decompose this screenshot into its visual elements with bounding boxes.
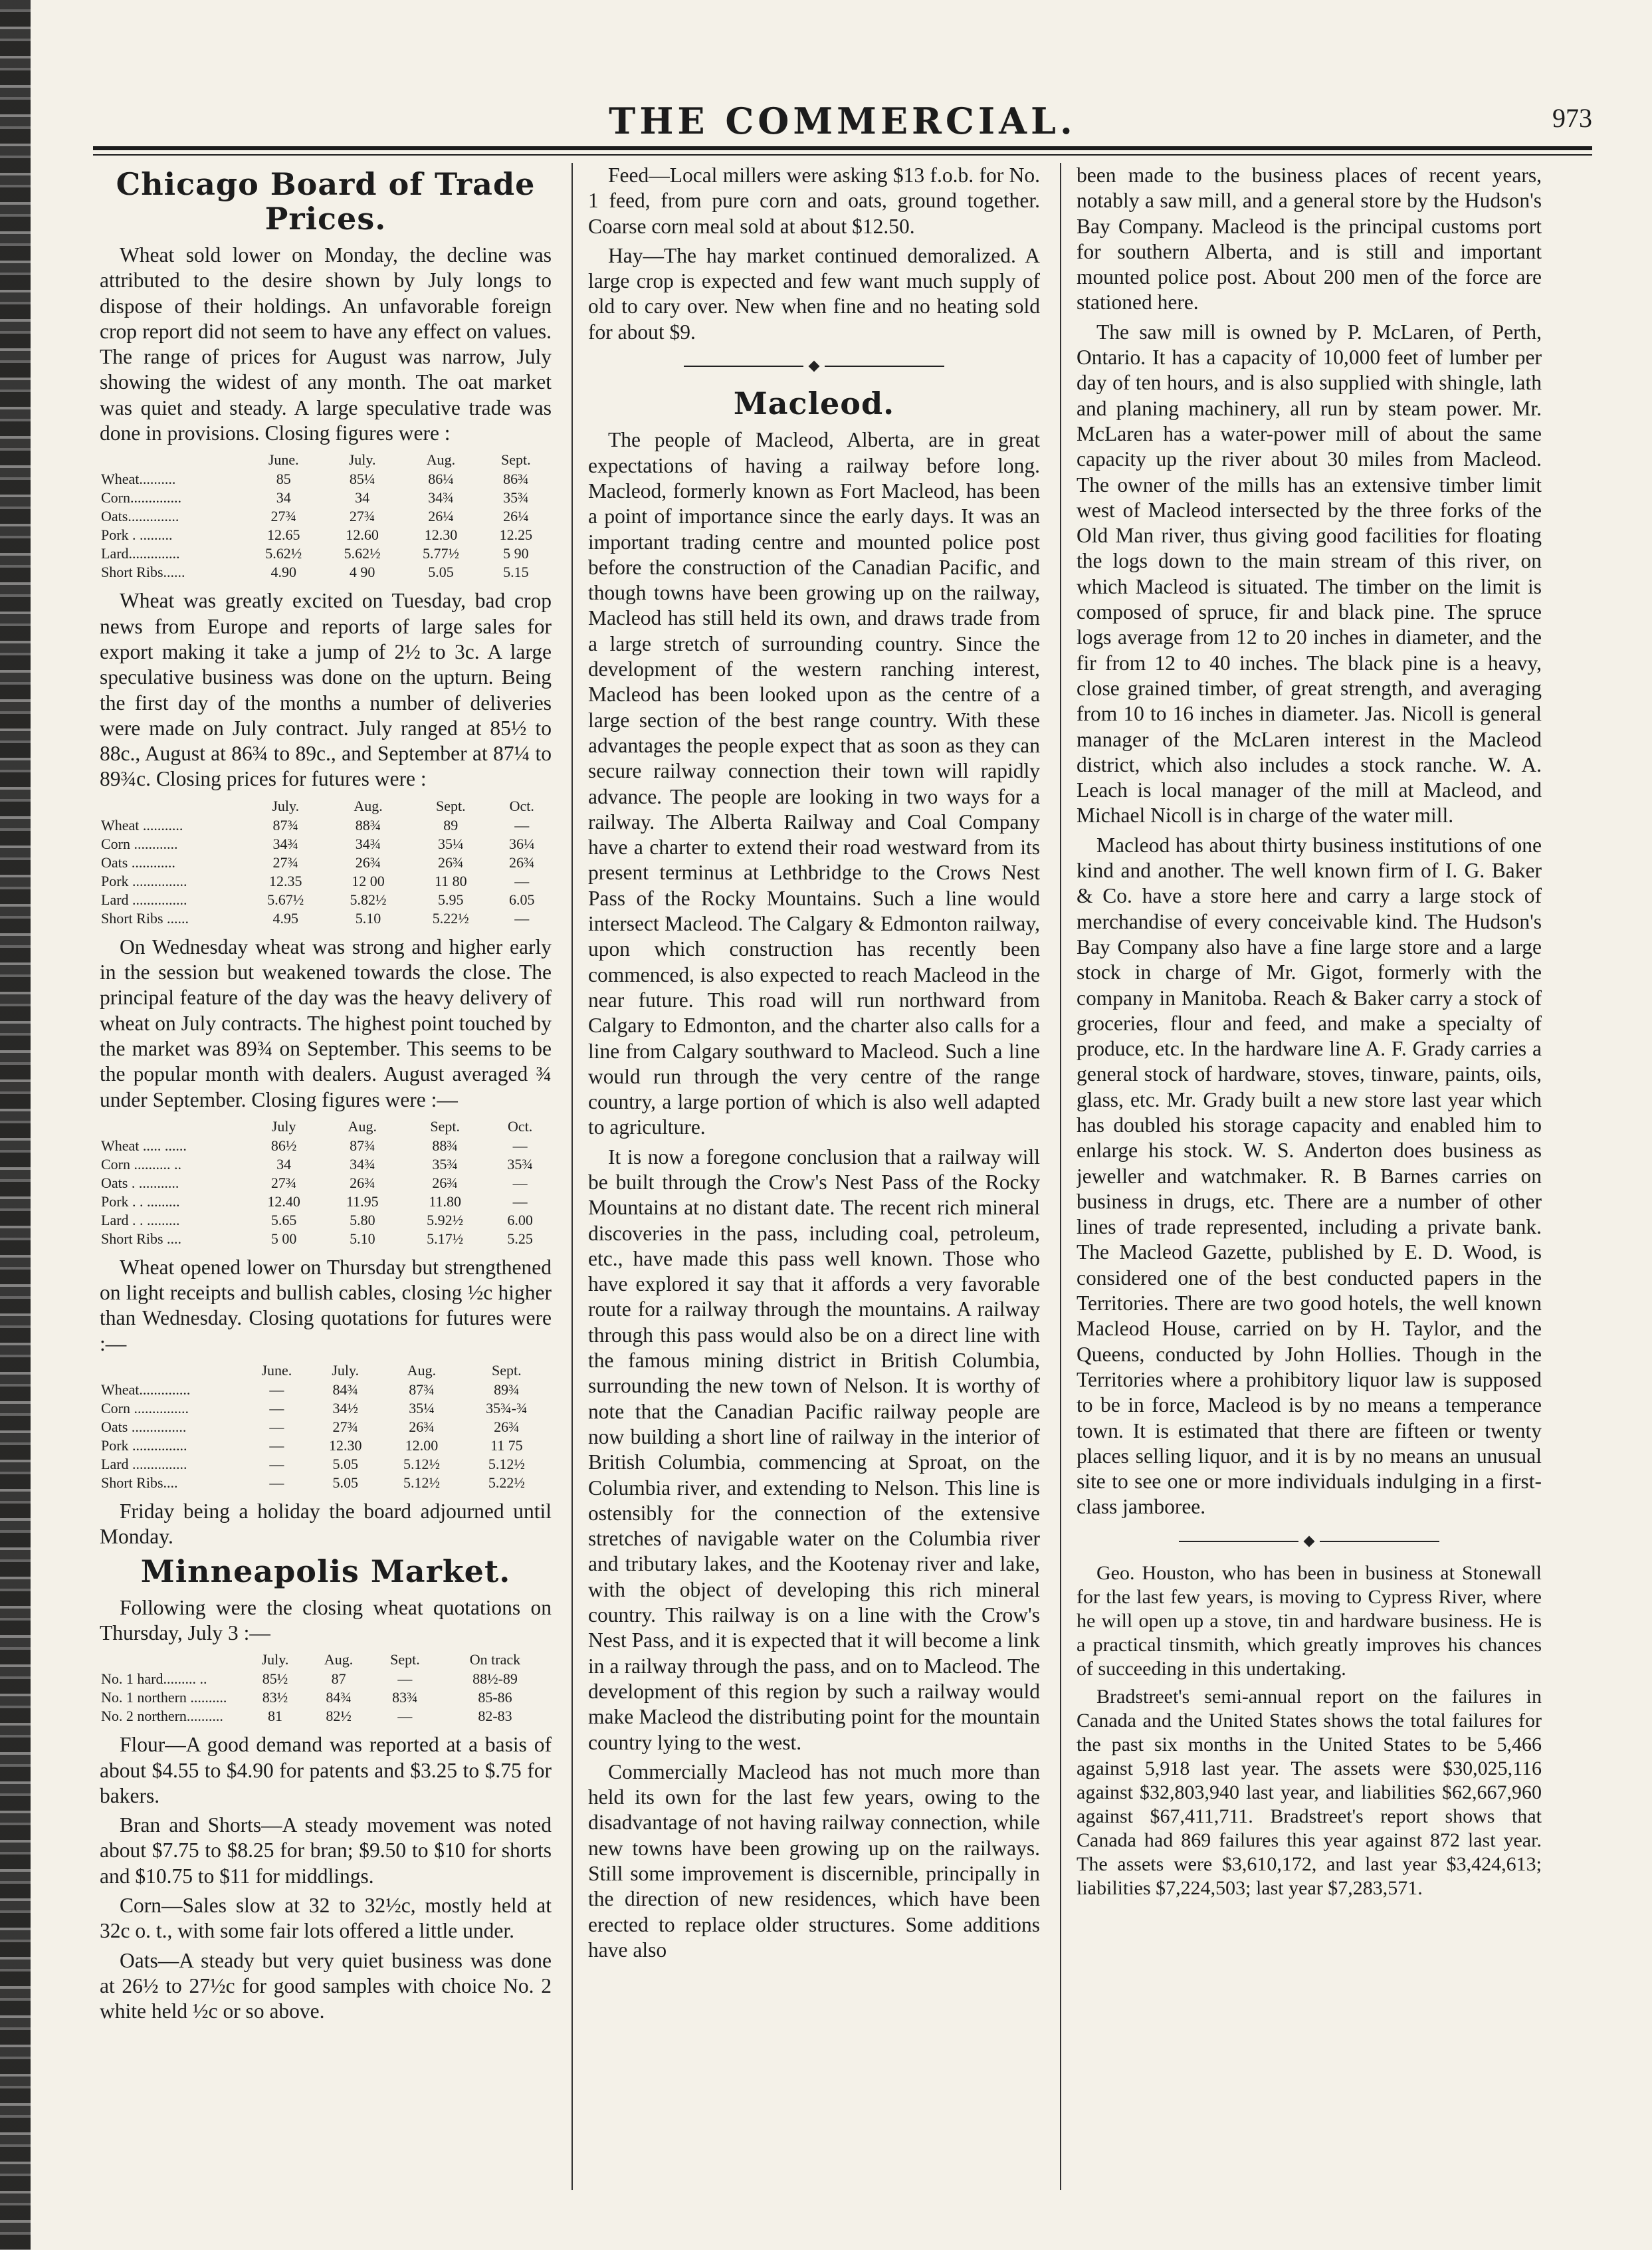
price-cell: 5.12½ — [403, 1456, 440, 1473]
table-header-row — [100, 1117, 552, 1137]
price-cell: 5.25 — [507, 1230, 533, 1247]
table-row — [100, 544, 552, 563]
price-cell: 11.95 — [346, 1192, 379, 1210]
price-cell: — — [269, 1437, 284, 1454]
table-header-cell: Aug. — [348, 1117, 377, 1135]
price-cell: 27¾ — [272, 853, 298, 871]
table-header-cell: Sept. — [501, 451, 531, 469]
article-paragraph: Macleod has about thirty business institutions of one kind and another. The well known firm of I. G. Baker & Co. have a store here and carry a large stock of merchandise of every conceivable kind. The Hudson's Bay Company also have a fine large store and a large stock in charge of Mr. Gigot, formerly with the company in Manitoba. Reach & Baker carry a stock of groceries, flour and feed, and make a specialty of produce, etc. In the hardware line A. F. Grady carries a general stock of hardware, stoves, tinware, paints, oils, glass, etc. Mr. Grady built a new store last year which has doubled his storage capacity and enabled him to enlarge his stock. W. S. Anderton does business as jeweller and watchmaker. R. B Barnes carries on business in drugs, etc. There are a number of other lines of trade represented, including a private bank. The Macleod Gazette, published by E. D. Wood, is considered one of the best conducted papers in the Territories. There are two good hotels, the well known Macleod House, carried on by H. Taylor, and the Queens, conducted by John Hollies. Though in the Territories where a prohibitory liquor law is supposed to be in force, Macleod is by no means a temperance town. It is estimated that there are fifteen or twenty places selling liquor, and it is by no means an unusual site to see one or more individuals indulging in a first-class jamboree. — [1077, 833, 1542, 1519]
commodity-label: Lard ............... — [101, 1456, 187, 1473]
price-cell: 87 — [331, 1670, 346, 1688]
article-heading-chicago: Chicago Board of Trade Prices. — [116, 166, 536, 237]
article-paragraph: It is now a foregone conclusion that a railway will be built through the Crow's Nest Pass of the Rocky Mountains at no distant date. The recent rich mineral discoveries in the pass, including coal, petroleum, etc., have made this pass well known. Those who have explored it say that it affords a very favorable route for a railway through the mountains. A railway through this pass would also be on a direct line with the famous mining district in British Columbia, surrounding the new town of Nelson. It is worthy of note that the Canadian Pacific railway people are now building a short line of railway in the interior of British Columbia, commencing at Sproat, on the Columbia river, and extending to Nelson. This line is ostensibly for the connection of the extensive stretches of navigable water on the Columbia river and tributary lakes, and the Kootenay river and lake, with the object of developing this rich mineral country. This railway is on a line with the Crow's Nest Pass, and it is expected that it will become a link in a railway through the pass, and on to Macleod. The development of this region by such a railway would make Macleod the distributing point for the mountain country lying to the west. — [588, 1145, 1040, 1754]
price-cell: — — [512, 1137, 528, 1154]
table-row — [100, 835, 552, 853]
price-cell: 11 80 — [434, 872, 467, 889]
price-cell: 87¾ — [272, 816, 298, 834]
table-header-row — [100, 1361, 552, 1381]
commodity-label: Oats ............... — [101, 1418, 187, 1436]
price-cell: 87¾ — [409, 1381, 435, 1399]
table-header-cell — [100, 1361, 245, 1381]
price-cell: 12.30 — [328, 1437, 362, 1454]
price-cell: 4 90 — [349, 564, 375, 581]
price-cell: 5.82½ — [350, 891, 387, 908]
price-cell: 12.00 — [405, 1437, 439, 1454]
price-cell: 4.95 — [272, 909, 298, 927]
commodity-label: Short Ribs.... — [101, 1474, 178, 1492]
article-heading-macleod: Macleod. — [733, 386, 895, 422]
commodity-label: No. 1 hard......... .. — [101, 1670, 207, 1688]
table-row — [100, 563, 552, 582]
table-row — [100, 1211, 552, 1230]
price-cell: 26¾ — [438, 853, 464, 871]
binding-edge — [0, 0, 31, 2250]
price-cell: 5.22½ — [432, 909, 469, 927]
table-header-cell: July. — [348, 451, 376, 469]
price-cell: 34¾ — [428, 489, 454, 506]
commodity-label: Corn ............ — [101, 835, 178, 852]
table-header-cell: July — [271, 1117, 296, 1135]
news-note-houston: Geo. Houston, who has been in business at Stonewall for the last few years, is moving to Cypress River, where he will open up a stove, tin and hardware business. He is a practical tinsmith, which greatly improves his chances of succeeding in this undertaking. — [1077, 1562, 1542, 1680]
table-header-cell: Aug. — [324, 1651, 354, 1668]
price-cell: 5 00 — [270, 1230, 297, 1247]
price-cell: 5.62½ — [344, 545, 381, 562]
price-cell: 82½ — [326, 1708, 352, 1725]
price-cell: 89¾ — [494, 1381, 520, 1399]
price-cell: 84¾ — [326, 1689, 352, 1706]
price-cell: 88¾ — [432, 1137, 458, 1154]
price-cell: 26¾ — [432, 1174, 458, 1191]
table-header-cell — [100, 450, 245, 470]
table-row — [100, 1174, 552, 1192]
price-cell: 12.25 — [499, 526, 533, 544]
table-header-cell: On track — [469, 1651, 521, 1668]
table-header-cell — [100, 796, 245, 816]
commodity-label: Corn ............... — [101, 1400, 189, 1417]
price-cell: 26¼ — [503, 508, 529, 525]
commodity-label: Oats . ........... — [101, 1174, 179, 1191]
table-row — [100, 526, 552, 544]
price-cell: 5.67½ — [267, 891, 304, 908]
price-cell: — — [397, 1708, 413, 1725]
table-header-row — [100, 450, 552, 470]
price-cell: 5.65 — [270, 1211, 297, 1228]
price-cell: 12.30 — [424, 526, 458, 544]
commodity-label: Short Ribs .... — [101, 1230, 182, 1247]
commodity-label: No. 1 northern .......... — [101, 1689, 227, 1706]
table-row — [100, 1670, 552, 1688]
price-cell: 34¾ — [272, 835, 298, 852]
price-cell: — — [269, 1456, 284, 1473]
price-cell: 6.05 — [508, 891, 535, 908]
price-cell: — — [514, 816, 530, 834]
price-cell: 4.90 — [270, 564, 297, 581]
price-cell: — — [512, 1174, 528, 1191]
table-row — [100, 1418, 552, 1436]
price-cell: 85 — [276, 471, 291, 488]
price-cell: 27¾ — [332, 1418, 358, 1436]
price-cell: 11.80 — [429, 1192, 462, 1210]
commodity-label: Oats.............. — [101, 508, 179, 525]
table-header-cell: July. — [272, 797, 300, 814]
table-row — [100, 507, 552, 526]
price-cell: 35¾-¾ — [486, 1400, 528, 1417]
article-paragraph: Oats—A steady but very quiet business was done at 26½ to 27½c for good samples with choice No. 2 white held ½c or so above. — [100, 1948, 552, 2023]
commodity-label: Short Ribs ...... — [101, 909, 189, 927]
table-header-cell — [100, 1117, 245, 1137]
price-cell: 5 90 — [503, 545, 529, 562]
price-cell: 5.05 — [428, 564, 454, 581]
price-cell: 85-86 — [478, 1689, 512, 1706]
article-paragraph: Bran and Shorts—A steady movement was noted about $7.75 to $8.25 for bran; $9.50 to $10 for shorts and $10.75 to $11 for middlings. — [100, 1813, 552, 1888]
article-paragraph: The saw mill is owned by P. McLaren, of Perth, Ontario. It has a capacity of 10,000 feet of lumber per day of ten hours, and is also supplied with shingle, lath and planing machinery, all run by steam power. Mr. McLaren has a water-power mill of about the same capacity up the river about 30 miles from Macleod. The owner of the mills has an extensive timber limit west of Macleod intersected by the three forks of the Old Man river, thus giving good facilities for floating the logs down to the main stream of this river, on which Macleod is situated. The timber on the limit is composed of spruce, fir and black pine. The spruce logs average from 12 to 20 inches in diameter, and the fir from 12 to 40 inches. The black pine is a heavy, close grained timber, of great strength, and averaging from 10 to 16 inches in diameter. Jas. Nicoll is general manager of the McLaren interest in the Macleod district, which also includes a stock ranche. W. A. Leach is local manager of the mill at Macleod, and Michael Nicoll is in charge of the water mill. — [1077, 320, 1542, 828]
table-header-cell: Aug. — [354, 797, 383, 814]
table-header-cell: July. — [261, 1651, 289, 1668]
article-heading-minneapolis: Minneapolis Market. — [140, 1553, 511, 1589]
price-cell: 35¾ — [503, 489, 529, 506]
price-cell: 35¾ — [432, 1155, 458, 1173]
table-header-cell: July. — [332, 1362, 360, 1379]
price-cell: 26¾ — [355, 853, 381, 871]
price-cell: 34¾ — [355, 835, 381, 852]
price-cell: 82-83 — [478, 1708, 512, 1725]
article-paragraph: Following were the closing wheat quotations on Thursday, July 3 :— — [100, 1595, 552, 1644]
price-cell: 26¾ — [494, 1418, 520, 1436]
table-row — [100, 1474, 552, 1492]
price-cell: — — [397, 1670, 413, 1688]
price-cell: 5.15 — [503, 564, 529, 581]
news-note-bradstreet: Bradstreet's semi-annual report on the failures in Canada and the United States shows the total failures for the past six months in the United States to be 5,466 against 5,918 last year. The assets were $30,025,116 against $32,803,940 last year, and liabilities $62,667,960 against $67,411,711. Bradstreet's report shows that Canada had 869 failures this year against 872 last year. The assets were $3,610,172, and last year $3,424,613; liabilities $7,224,503; last year $7,283,571. — [1077, 1686, 1542, 1900]
price-cell: — — [269, 1400, 284, 1417]
article-paragraph: Flour—A good demand was reported at a basis of about $4.55 to $4.90 for patents and $3.25 to $.75 for bakers. — [100, 1733, 552, 1807]
commodity-label: Corn.............. — [101, 489, 181, 506]
price-cell: 87¾ — [350, 1137, 375, 1154]
commodity-label: Wheat ........... — [101, 816, 183, 834]
price-cell: 5.17½ — [427, 1230, 464, 1247]
table-header-cell: Sept. — [430, 1117, 460, 1135]
price-cell: 84¾ — [332, 1381, 358, 1399]
commodity-label: Lard.............. — [101, 545, 180, 562]
commodity-label: Wheat.............. — [101, 1381, 191, 1399]
column-separator — [571, 163, 573, 2190]
price-table — [100, 1361, 552, 1492]
article-paragraph: Wheat sold lower on Monday, the decline was attributed to the desire shown by July longs to dispose of their holdings. An unfavorable foreign crop report did not seem to have any effect on values. The range of prices for August was narrow, July showing the widest of any month. The oat market was quiet and steady. A large speculative trade was done in provisions. Closing figures were : — [100, 243, 552, 445]
price-cell: 86½ — [270, 1137, 297, 1154]
table-row — [100, 1230, 552, 1248]
price-cell: 5.77½ — [422, 545, 459, 562]
commodity-label: Pork . ......... — [101, 526, 173, 544]
price-cell: 5.12½ — [403, 1474, 440, 1492]
table-row — [100, 909, 552, 928]
table-row — [100, 489, 552, 507]
table-header-cell: Aug. — [407, 1362, 437, 1379]
commodity-label: Lard . . ......... — [101, 1211, 180, 1228]
price-cell: 34½ — [332, 1400, 358, 1417]
commodity-label: Corn .......... .. — [101, 1155, 181, 1173]
price-cell: 27¾ — [270, 1174, 297, 1191]
commodity-label: Pork ............... — [101, 872, 187, 889]
price-cell: 26¼ — [428, 508, 454, 525]
table-header-cell: Oct. — [508, 1117, 533, 1135]
price-cell: 34 — [276, 489, 291, 506]
price-cell: 11 75 — [490, 1437, 523, 1454]
commodity-label: Short Ribs...... — [101, 564, 185, 581]
price-cell: 81 — [267, 1708, 282, 1725]
price-cell: 12 00 — [352, 872, 385, 889]
commodity-label: No. 2 northern.......... — [101, 1708, 223, 1725]
price-cell: — — [512, 1192, 528, 1210]
price-cell: 5.12½ — [488, 1456, 525, 1473]
table-row — [100, 1436, 552, 1455]
price-cell: — — [269, 1381, 284, 1399]
masthead-rule — [93, 146, 1592, 156]
column-1 — [100, 163, 552, 2210]
article-paragraph: On Wednesday wheat was strong and higher early in the session but weakened towards the close. The principal feature of the day was the heavy delivery of wheat on July contracts. The highest point touched by the market was 89¾ on September. This seems to be the popular month with dealers. August averaged ¾ under September. Closing figures were :— — [100, 935, 552, 1111]
table-header-cell: Oct. — [509, 797, 534, 814]
price-cell: 27¾ — [349, 508, 375, 525]
article-paragraph: Feed—Local millers were asking $13 f.o.b. for No. 1 feed, from pure corn and oats, ground together. Coarse corn meal sold at about $12.50. — [588, 164, 1040, 238]
column-3 — [1077, 163, 1542, 2210]
commodity-label: Pork . . ......... — [101, 1192, 180, 1210]
commodity-label: Lard ............... — [101, 891, 187, 908]
section-divider — [1077, 1527, 1542, 1552]
table-header-cell — [100, 1650, 245, 1670]
page-number: 973 — [1552, 103, 1592, 133]
table-row — [100, 891, 552, 909]
table-header-cell: Sept. — [390, 1651, 420, 1668]
price-cell: 88¾ — [355, 816, 381, 834]
price-cell: 89 — [443, 816, 459, 834]
masthead — [93, 100, 1592, 140]
price-cell: 5.05 — [332, 1474, 358, 1492]
commodity-label: Wheat.......... — [101, 471, 176, 488]
price-cell: 34¾ — [350, 1155, 375, 1173]
column-2 — [588, 163, 1040, 2210]
price-cell: 86¾ — [503, 471, 529, 488]
commodity-label: Wheat ..... ...... — [101, 1137, 187, 1154]
price-cell: 5.80 — [350, 1211, 375, 1228]
table-row — [100, 872, 552, 891]
price-cell: — — [514, 909, 530, 927]
price-cell: 34 — [355, 489, 370, 506]
table-row — [100, 1137, 552, 1155]
price-cell: 27¾ — [270, 508, 297, 525]
table-row — [100, 1155, 552, 1174]
table-row — [100, 1192, 552, 1211]
price-cell: 12.65 — [267, 526, 300, 544]
table-row — [100, 1707, 552, 1726]
newspaper-title: THE COMMERCIAL. — [609, 100, 1077, 142]
table-header-cell: June. — [268, 451, 299, 469]
article-paragraph: The people of Macleod, Alberta, are in great expectations of having a railway before long. Macleod, formerly known as Fort Macleod, has been a point of importance since the early days. It was an important trading centre and mounted police post before the construction of the Canadian Pacific, and though towns have been growing up on the railway, Macleod has still held its own, and draws trade from a large stretch of surrounding country. Since the development of the western ranching interest, Macleod has been looked upon as the centre of a large section of the best range country. With these advantages the people expect that as soon as they can secure railway connection their town will rapidly advance. The people are looking in two ways for a railway. The Alberta Railway and Coal Company have a charter to extend their road westward from its present terminus at Lethbridge to the Crows Nest Pass of the Rocky Mountains. Such a line would intersect Macleod. The Calgary & Edmonton railway, upon which construction has recently been commenced, is also expected to reach Macleod in the near future. This road will run northward from Calgary to Edmonton, and the charter also calls for a line from Calgary southward to Macleod. Such a line would run through the very centre of the range country, a large portion of which is also well adapted to agriculture. — [588, 428, 1040, 1139]
table-row — [100, 1399, 552, 1418]
article-paragraph: Corn—Sales slow at 32 to 32½c, mostly held at 32c o. t., with some fair lots offered a little under. — [100, 1893, 552, 1943]
table-row — [100, 1688, 552, 1707]
section-divider — [588, 352, 1040, 377]
table-header-cell: Aug. — [426, 451, 456, 469]
price-cell: 5.95 — [438, 891, 464, 908]
price-cell: — — [269, 1418, 284, 1436]
price-table — [100, 450, 552, 582]
table-row — [100, 853, 552, 872]
article-paragraph: Commercially Macleod has not much more than held its own for the last few years, owing to the disadvantage of not having railway connection, while new towns have been growing up on the railways. Still some improvement is discernible, principally in the direction of new residences, which have been erected to replace older structures. Some additions have also — [588, 1759, 1040, 1962]
article-paragraph: Wheat was greatly excited on Tuesday, bad crop news from Europe and reports of large sales for export making it take a jump of 2½ to 3c. A large speculative business was done on the upturn. Being the first day of the months a number of deliveries were made on July contract. July ranged at 85½ to 88c., August at 86¾ to 89c., and September at 87¼ to 89¾c. Closing prices for futures were : — [100, 589, 552, 791]
price-cell: 5.10 — [355, 909, 381, 927]
price-cell: 5.62½ — [265, 545, 302, 562]
price-cell: 5.05 — [332, 1456, 358, 1473]
price-cell: 26¾ — [350, 1174, 375, 1191]
article-paragraph: Wheat opened lower on Thursday but strengthened on light receipts and bullish cables, closing ½c higher than Wednesday. Closing quotations for futures were :— — [100, 1255, 552, 1355]
table-header-cell: Sept. — [492, 1362, 522, 1379]
table-header-cell: Sept. — [435, 797, 466, 814]
price-cell: — — [514, 872, 530, 889]
table-header-row — [100, 1650, 552, 1670]
price-cell: — — [269, 1474, 284, 1492]
price-cell: 5.22½ — [488, 1474, 525, 1492]
price-cell: 26¾ — [409, 1418, 435, 1436]
price-cell: 26¾ — [508, 853, 535, 871]
table-row — [100, 470, 552, 489]
price-cell: 85¼ — [349, 471, 375, 488]
price-cell: 35¼ — [438, 835, 464, 852]
table-row — [100, 1381, 552, 1399]
price-table — [100, 1117, 552, 1248]
table-header-cell: June. — [261, 1362, 292, 1379]
price-cell: 5.10 — [350, 1230, 375, 1247]
price-cell: 12.60 — [346, 526, 379, 544]
price-cell: 12.40 — [267, 1192, 300, 1210]
price-cell: 34 — [276, 1155, 292, 1173]
price-cell: 88½-89 — [472, 1670, 518, 1688]
price-cell: 86¼ — [428, 471, 454, 488]
price-cell: 85½ — [262, 1670, 288, 1688]
price-table — [100, 796, 552, 928]
commodity-label: Oats ............ — [101, 853, 175, 871]
price-cell: 6.00 — [507, 1211, 533, 1228]
table-row — [100, 1455, 552, 1474]
price-table — [100, 1650, 552, 1726]
table-header-row — [100, 796, 552, 816]
price-cell: 83½ — [262, 1689, 288, 1706]
article-paragraph: been made to the business places of recent years, notably a saw mill, and a general store by the Hudson's Bay Company. Macleod is the principal customs port for southern Alberta, and is still and important mounted police post. About 200 men of the force are stationed here. — [1077, 164, 1542, 314]
article-paragraph: Friday being a holiday the board adjourned until Monday. — [100, 1500, 552, 1549]
price-cell: 35¼ — [409, 1400, 435, 1417]
commodity-label: Pork ............... — [101, 1437, 187, 1454]
price-cell: 36¼ — [508, 835, 535, 852]
table-row — [100, 816, 552, 835]
column-separator — [1060, 163, 1061, 2190]
price-cell: 5.92½ — [427, 1211, 464, 1228]
price-cell: 35¾ — [507, 1155, 533, 1173]
price-cell: 12.35 — [268, 872, 302, 889]
article-paragraph: Hay—The hay market continued demoralized. A large crop is expected and few want much supply of old to cary over. New when fine and no heating sold for about $9. — [588, 243, 1040, 344]
price-cell: 83¾ — [392, 1689, 418, 1706]
